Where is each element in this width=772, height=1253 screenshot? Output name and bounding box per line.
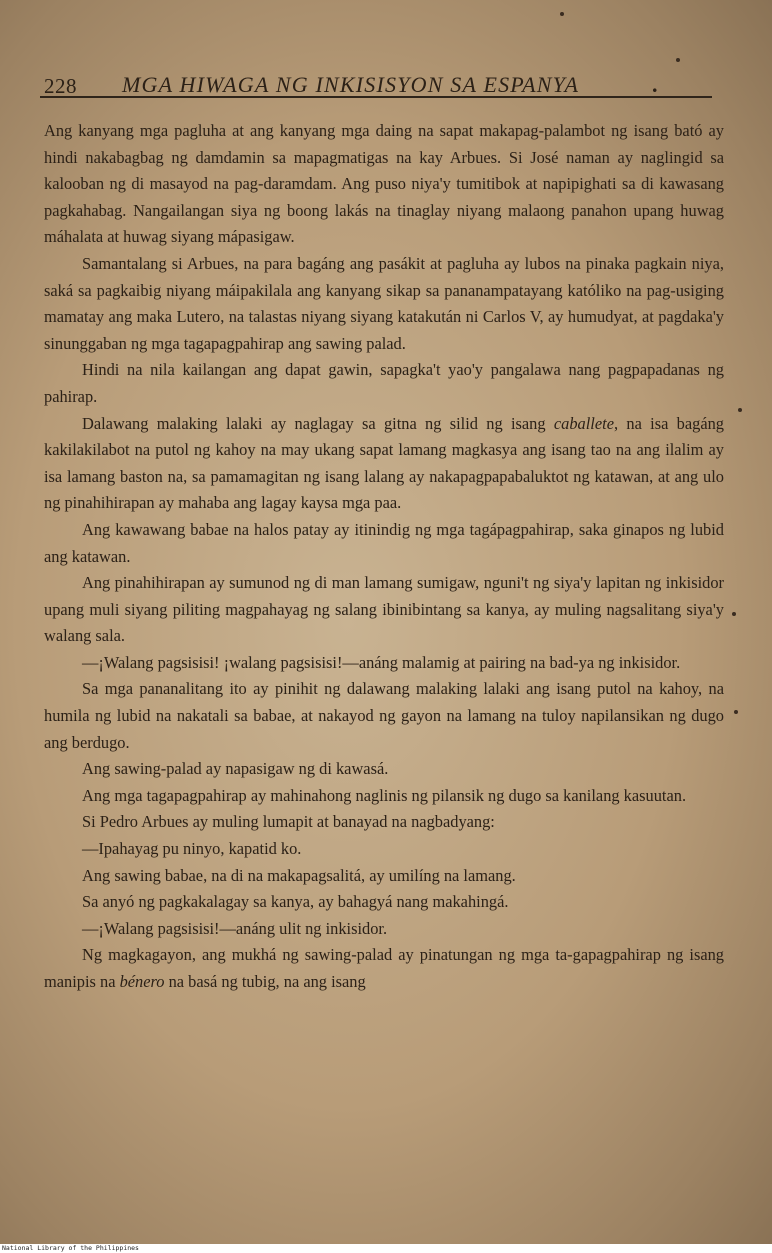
header-rule <box>40 96 712 98</box>
paragraph: —¡Walang pagsisisi!—anáng ulit ng inkisidor. <box>82 918 388 938</box>
header-mark: . <box>652 72 658 97</box>
paragraph: Ang sawing-palad ay napasigaw ng di kawasá. <box>82 759 389 779</box>
body-text <box>44 118 724 996</box>
paragraph: Ang pinahihirapan ay sumunod ng di man lamang sumigaw, nguni't ng siya'y lapitan ng inkisidor upang muli siyang piliting magpahayag ng salang ibinibintang sa kanya, ay muling nagsalitang siya'y walang sala. <box>44 573 724 646</box>
paragraph: Ang sawing babae, na di na makapagsalitá, ay umilíng na lamang. <box>82 865 516 885</box>
scan-speck <box>734 710 738 714</box>
scan-speck <box>560 12 564 16</box>
paragraph: —¡Walang pagsisisi! ¡walang pagsisisi!—anáng malamig at pairing na bad-ya ng inkisidor. <box>82 652 681 672</box>
italic-term: caballete <box>553 413 614 433</box>
paragraph-text: Dalawang malaking lalaki ay naglagay sa gitna ng silid ng isang <box>82 413 554 433</box>
paragraph-text: , na isa bagáng kakilakilabot na putol ng kahoy na may ukang sapat lamang magkasya ang isang tao na ang ilalim ay isa lamang baston na, sa pamamagitan ng isang lalang ay nakapagpapabaluktot ng katawan, at ang ulo ng pinahihirapan ay mahaba ang lagay kaysa mga paa. <box>44 413 724 513</box>
paragraph: Samantalang si Arbues, na para bagáng ang pasákit at pagluha ay lubos na pinaka pagkain niya, saká sa pagkaibig niyang máipakilala ang kanyang sikap sa pananampatayang katóliko na pag-usiging mamatay ang maka Lutero, na talastas niyang siyang katakután ni Carlos V, ay humudyat, at pagdaka'y sinunggaban ng mga tagapagpahirap ang sawing palad. <box>44 253 724 353</box>
paragraph-text: na basá ng tubig, na ang isang <box>164 972 366 991</box>
scan-speck <box>676 58 680 62</box>
page-number: 228 <box>44 74 77 98</box>
paragraph: Ang kanyang mga pagluha at ang kanyang mga daing na sapat makapag-palambot ng isang bató ay hindi nakabagbag ng damdamin sa mapagmatigas na kay Arbues. Si José naman ay naglingid sa kalooban ng di masayod na pag-daramdam. Ang puso niya'y tumitibok at napipighati sa di kawasang pagkahabag. Nangailangan siya ng boong lakás na tinaglay niyang malaong panahon upang huwag máhalata at huwag siyang mápasigaw. <box>44 121 724 247</box>
paragraph <box>44 411 724 517</box>
paragraph <box>44 942 724 995</box>
page-header <box>40 64 720 104</box>
paragraph: —Ipahayag pu ninyo, kapatid ko. <box>82 839 302 859</box>
paragraph: Sa anyó ng pagkakalagay sa kanya, ay bahagyá nang makahingá. <box>82 892 509 912</box>
paragraph: Hindi na nila kailangan ang dapat gawin, sapagka't yao'y pangalawa nang pagpapadanas ng pahirap. <box>44 360 724 406</box>
paragraph: Ang mga tagapagpahirap ay mahinahong naglinis ng pilansik ng dugo sa kanilang kasuutan. <box>82 785 687 805</box>
paragraph: Si Pedro Arbues ay muling lumapit at banayad na nagbadyang: <box>82 812 495 832</box>
paragraph: Ang kawawang babae na halos patay ay itinindig ng mga tagápagpahirap, saka ginapos ng lubid ang katawan. <box>44 519 724 566</box>
library-credit: National Library of the Philippines <box>2 1244 139 1252</box>
running-head: MGA HIWAGA NG INKISISYON SA ESPANYA <box>122 72 580 97</box>
italic-term: bénero <box>119 972 165 991</box>
scan-speck <box>732 612 736 616</box>
paragraph-text: Ng magkagayon, ang mukhá ng sawing-palad ay pinatungan ng mga ta-gapagpahirap ng isang manipis na <box>44 945 724 991</box>
paragraph: Sa mga pananalitang ito ay pinihit ng dalawang malaking lalaki ang isang putol na kahoy, na humila ng lubid na nakatali sa babae, at nakayod ng gayon na lamang na tuloy napilansikan ng dugo ang berdugo. <box>44 679 724 752</box>
scan-speck <box>738 408 742 412</box>
